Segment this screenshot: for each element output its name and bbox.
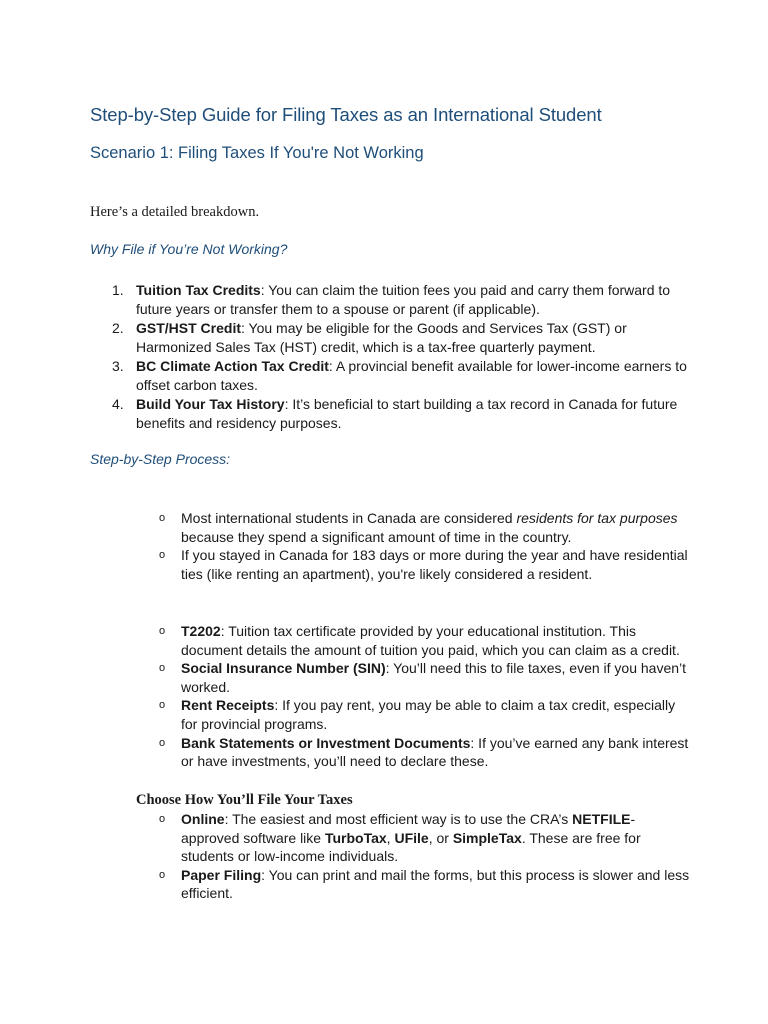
bullet-icon: o	[159, 662, 166, 675]
filing-term: Paper Filing	[181, 866, 262, 883]
list-number: 3.	[112, 358, 124, 374]
bullet-icon: o	[159, 549, 166, 562]
document-text: : You’ll need this to file taxes, even if you haven’t worked.	[181, 660, 687, 695]
list-item	[90, 509, 690, 546]
residency-emphasis: residents for tax purposes	[516, 510, 678, 526]
document-text: : Tuition tax certificate provided by your educational institution. This document details the amount of tuition you paid, which you can claim as a credit.	[181, 623, 680, 658]
documents-list	[90, 622, 690, 771]
bullet-icon: o	[159, 699, 166, 712]
bullet-icon: o	[159, 736, 166, 749]
list-item	[90, 357, 690, 395]
list-number: 4.	[112, 396, 124, 412]
reason-text: : You may be eligible for the Goods and Services Tax (GST) or Harmonized Sales Tax (HST) credit, which is a tax-free quarterly payment.	[136, 320, 627, 355]
list-item	[90, 696, 690, 733]
residency-text: Most international students in Canada are considered	[181, 510, 517, 526]
reason-text: : A provincial benefit available for lower-income earners to offset carbon taxes.	[136, 358, 687, 393]
document-text: : If you’ve earned any bank interest or have investments, you’ll need to declare these.	[181, 734, 689, 770]
document-text: : If you pay rent, you may be able to claim a tax credit, especially for provincial programs.	[181, 697, 676, 732]
filing-options-list	[90, 810, 690, 903]
filing-heading: Choose How You’ll File Your Taxes	[136, 792, 353, 808]
document-term: Rent Receipts	[181, 697, 275, 714]
filing-term: Online	[181, 811, 225, 827]
list-item	[90, 734, 690, 771]
list-number: 2.	[112, 320, 124, 336]
simpletax-term: SimpleTax	[452, 829, 522, 846]
residency-text: If you stayed in Canada for 183 days or more during the year and have residential ties (like renting an apartment), you're likely considered a resident.	[181, 547, 688, 582]
turbotax-term: TurboTax	[324, 829, 387, 846]
document-term: T2202	[181, 623, 221, 639]
filing-text: ,	[386, 829, 395, 846]
residency-list	[90, 509, 690, 583]
ufile-term: UFile	[394, 829, 429, 846]
scenario-heading: Scenario 1: Filing Taxes If You're Not Working	[90, 144, 424, 162]
bullet-icon: o	[159, 868, 166, 881]
list-number: 1.	[112, 282, 124, 298]
reason-term: Tuition Tax Credits	[136, 282, 261, 298]
list-item	[90, 319, 690, 357]
reason-term: BC Climate Action Tax Credit	[136, 358, 329, 374]
intro-text: Here’s a detailed breakdown.	[90, 204, 260, 220]
filing-text: : You can print and mail the forms, but this process is slower and less efficient.	[181, 866, 690, 902]
filing-text: . These are free for students or low-income individuals.	[181, 829, 641, 865]
list-item	[90, 395, 690, 433]
page-title: Step-by-Step Guide for Filing Taxes as an International Student	[90, 104, 602, 125]
reason-text: : It’s beneficial to start building a tax record in Canada for future benefits and residency purposes.	[136, 396, 678, 431]
reason-text: : You can claim the tuition fees you paid and carry them forward to future years or transfer them to a spouse or parent (if applicable).	[136, 282, 671, 317]
reasons-list	[90, 281, 690, 433]
filing-text: : The easiest and most efficient way is to use the CRA’s	[224, 811, 573, 827]
reason-term: GST/HST Credit	[136, 320, 242, 336]
list-item	[90, 810, 690, 866]
why-file-heading: Why File if You’re Not Working?	[90, 241, 288, 257]
document-term: Social Insurance Number (SIN)	[181, 660, 386, 677]
list-item	[90, 622, 690, 659]
bullet-icon: o	[159, 512, 166, 524]
bullet-icon: o	[159, 813, 166, 825]
list-item	[90, 546, 690, 583]
reason-term: Build Your Tax History	[136, 396, 285, 412]
process-heading: Step-by-Step Process:	[90, 451, 231, 467]
list-item	[90, 866, 690, 903]
residency-text: because they spend a significant amount of time in the country.	[181, 528, 572, 545]
filing-text: , or	[428, 829, 453, 846]
document-term: Bank Statements or Investment Documents	[181, 734, 471, 751]
bullet-icon: o	[159, 625, 166, 637]
netfile-term: NETFILE	[572, 811, 631, 827]
list-item	[90, 281, 690, 319]
list-item	[90, 659, 690, 696]
filing-text: -approved software like	[181, 811, 636, 846]
